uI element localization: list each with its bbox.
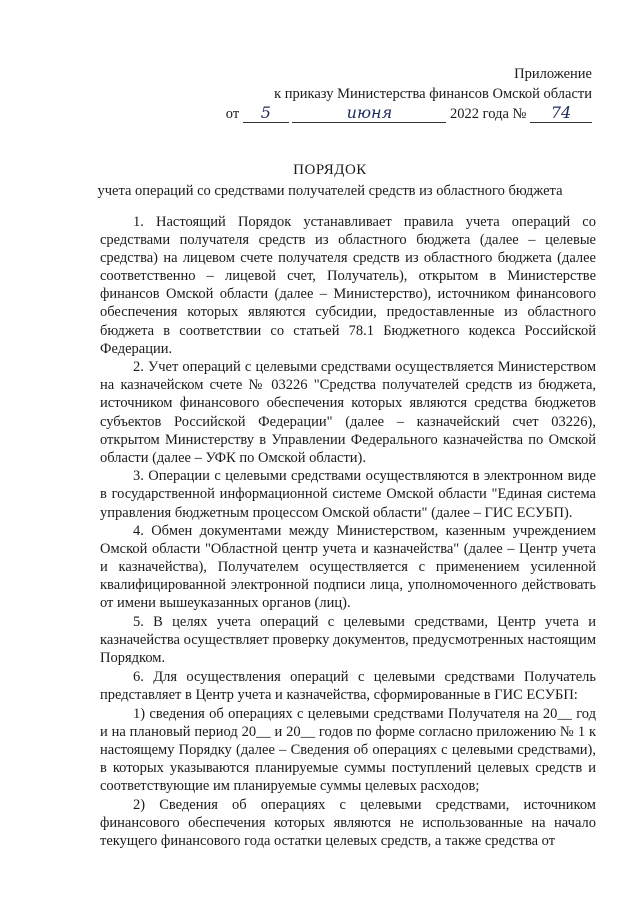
paragraph-6: 6. Для осуществления операций с целевыми средствами Получатель представляет в Центр учета и казначейства, сформированные в ГИС ЕСУБП: (100, 668, 596, 703)
paragraph-6-item-2: 2) Сведения об операциях с целевыми средствами, источником финансового обеспечения которых являются не использованные на начало текущего финансового года остатки целевых средств, а также средства от (100, 796, 596, 849)
appendix-date-line (212, 104, 592, 124)
handwritten-order-number: 74 (530, 104, 592, 123)
document-body (100, 213, 596, 850)
handwritten-month: июня (292, 104, 446, 123)
paragraph-6-item-1: 1) сведения об операциях с целевыми средствами Получателя на 20__ год и на плановый период 20__ и 20__ годов по форме согласно приложению № 1 к настоящему Порядку (далее – Сведения об операциях с целевыми средствами), в которых указываются планируемые суммы поступлений целевых средств и соответствующие им планируемые суммы целевых расходов; (100, 705, 596, 794)
appendix-block (212, 64, 592, 124)
date-from-label: от (225, 106, 240, 122)
document-heading (60, 160, 600, 201)
appendix-order-reference: к приказу Министерства финансов Омской области (274, 86, 592, 102)
paragraph-1: 1. Настоящий Порядок устанавливает правила учета операций со средствами получателя средств из областного бюджета (далее – целевые средства) на лицевом счете получателя средств из областного бюджета (далее соответственно – лицевой счет, Получатель), открытом в Министерстве финансов Омской области (далее – Министерство), источником финансового обеспечения которых являются субсидии, предоставленные из областного бюджета в соответствии со статьей 78.1 Бюджетного кодекса Российской Федерации. (100, 214, 596, 357)
year-number-label: 2022 года № (450, 106, 527, 122)
paragraph-4: 4. Обмен документами между Министерством, казенным учреждением Омской области "Областной центр учета и казначейства" (далее – Центр учета и казначейства), Получателем осуществляется с применением усиленной квалифицированной электронной подписи лица, уполномоченного действовать от имени вышеуказанных органов (лиц). (100, 523, 596, 612)
paragraph-2: 2. Учет операций с целевыми средствами осуществляется Министерством на казначейском счете № 03226 "Средства получателей средств из бюджета, источником финансового обеспечения которых являются средства бюджетов субъектов Российской Федерации" (далее – казначейский счет 03226), открытом Министерству в Управлении Федерального казначейства по Омской области (далее – УФК по Омской области). (100, 359, 596, 466)
handwritten-day: 5 (243, 104, 289, 123)
paragraph-5: 5. В целях учета операций с целевыми средствами, Центр учета и казначейства осуществляет проверку документов, предусмотренных настоящим Порядком. (100, 614, 596, 667)
document-title: ПОРЯДОК (293, 162, 367, 178)
paragraph-3: 3. Операции с целевыми средствами осуществляются в электронном виде в государственной информационной системе Омской области "Единая система управления бюджетным процессом Омской области" (далее – ГИС ЕСУБП). (100, 468, 596, 521)
document-subtitle: учета операций со средствами получателей средств из областного бюджета (97, 183, 563, 199)
appendix-label: Приложение (514, 66, 592, 82)
